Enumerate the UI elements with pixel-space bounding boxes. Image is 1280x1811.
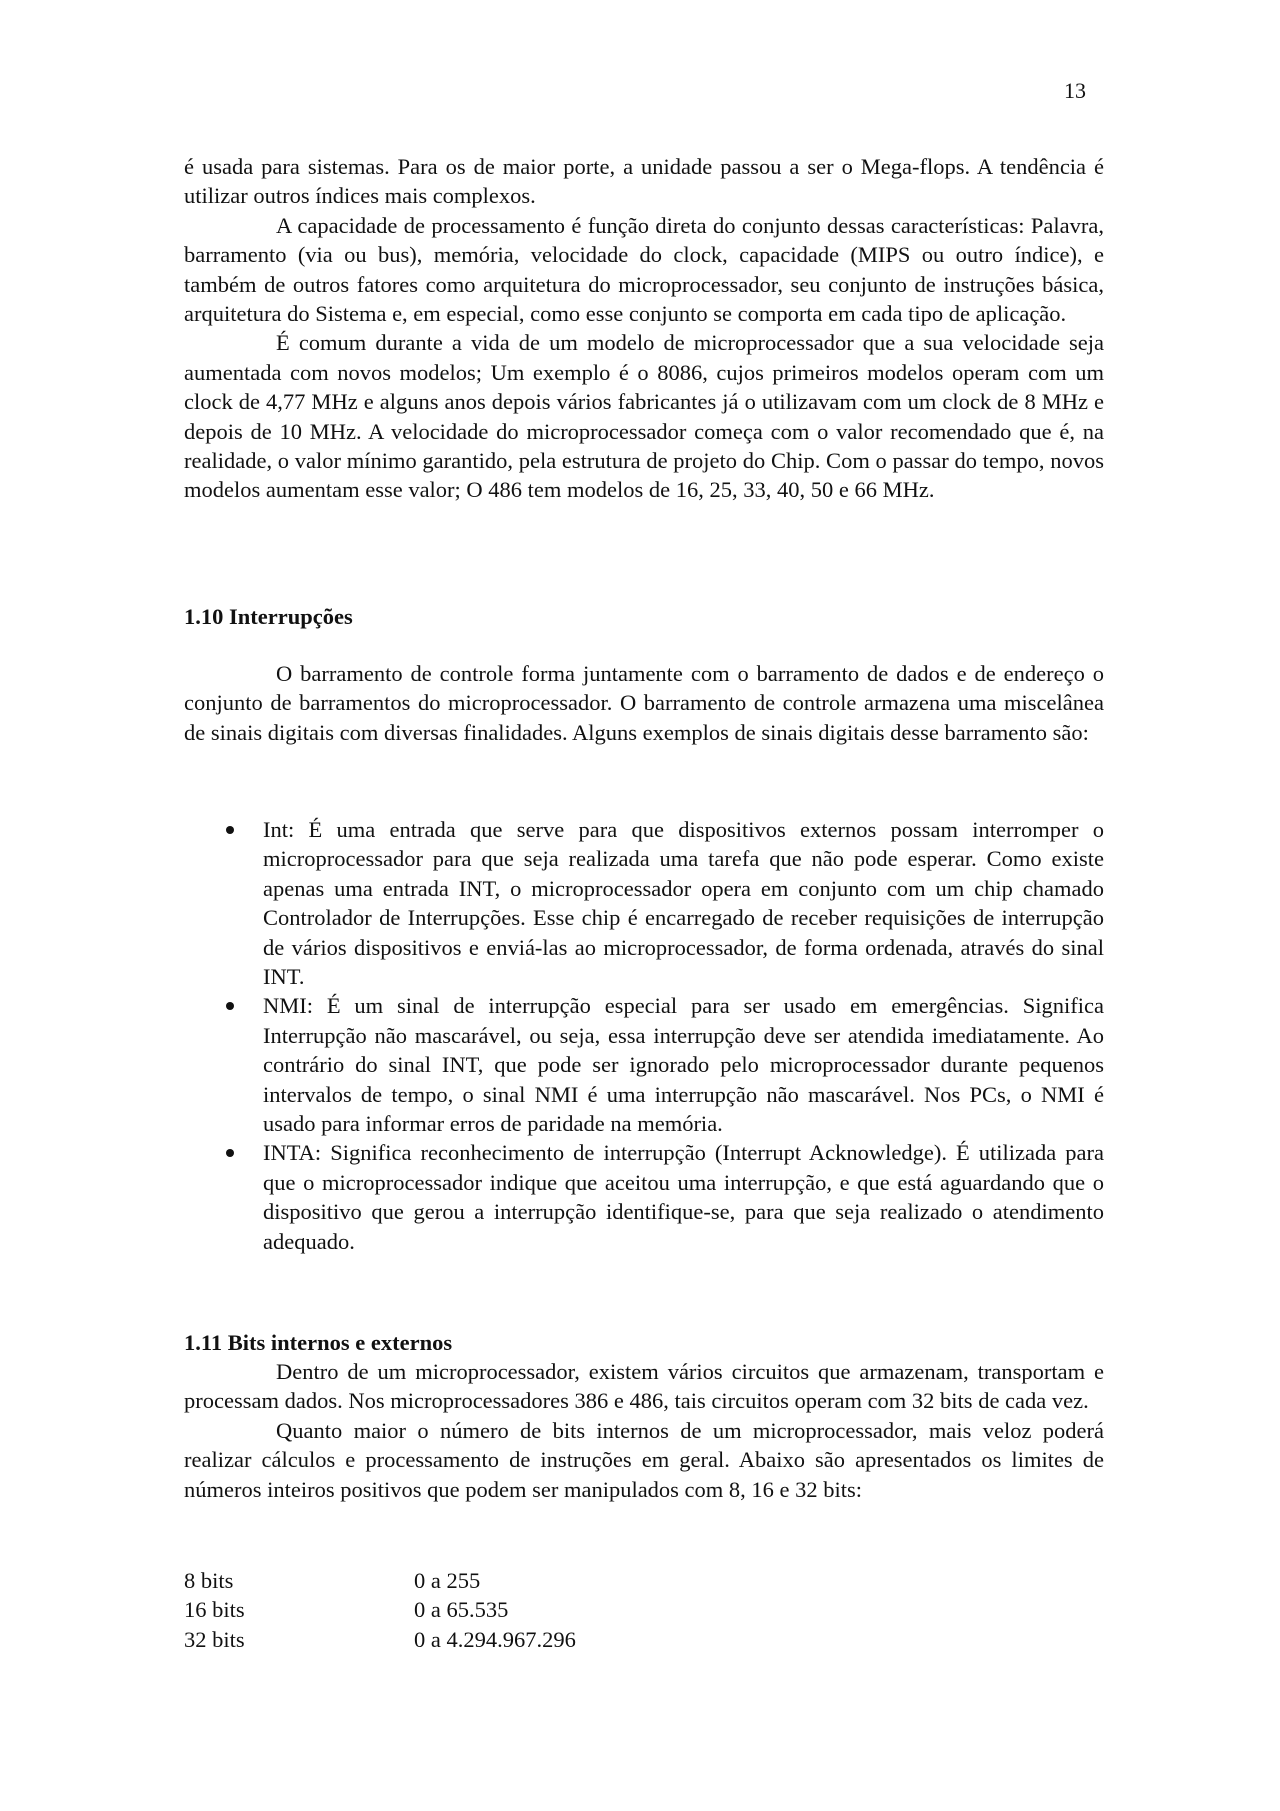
bullet-icon: [226, 826, 234, 834]
list-item-int: [184, 815, 1104, 991]
table-row: [184, 1595, 576, 1624]
list-item-nmi: [184, 991, 1104, 1138]
bits-text-block: [184, 1357, 1104, 1504]
bits-paragraph-circuits: Dentro de um microprocessador, existem vários circuitos que armazenam, transportam e processam dados. Nos microprocessadores 386 e 486, tais circuitos operam com 32 bits de cada vez.: [184, 1359, 1104, 1414]
page-number: 13: [1064, 78, 1086, 103]
section-heading-interrupts: 1.10 Interrupções: [184, 604, 353, 629]
list-item-text: NMI: É um sinal de interrupção especial para ser usado em emergências. Significa Interrupção não mascarável, ou seja, essa interrupção deve ser atendida imediatamente. Ao contrário do sinal INT, que pode ser ignorado pelo microprocessador durante pequenos intervalos de tempo, o sinal NMI é uma interrupção não mascarável. Nos PCs, o NMI é usado para informar erros de paridade na memória.: [263, 993, 1104, 1137]
list-item-inta: [184, 1138, 1104, 1256]
intro-paragraph-continuation: é usada para sistemas. Para os de maior porte, a unidade passou a ser o Mega-flops. A tendência é utilizar outros índices mais complexos.: [184, 154, 1104, 209]
range-cell: 0 a 4.294.967.296: [414, 1626, 576, 1652]
section-heading-internal-external-bits: 1.11 Bits internos e externos: [184, 1330, 453, 1355]
bits-paragraph-limits: Quanto maior o número de bits internos de um microprocessador, mais veloz poderá realizar cálculos e processamento de instruções em geral. Abaixo são apresentados os limites de números inteiros positivos que podem ser manipulados com 8, 16 e 32 bits:: [184, 1417, 1104, 1502]
range-cell: 0 a 255: [414, 1568, 481, 1593]
intro-paragraph-processing-capacity: A capacidade de processamento é função direta do conjunto dessas características: Palavra, barramento (via ou bus), memória, velocidade do clock, capacidade (MIPS ou outro índice), e também de outros fatores como arquitetura do microprocessador, seu conjunto de instruções básica, arquitetura do Sistema e, em especial, como esse conjunto se comporta em cada tipo de aplicação.: [184, 212, 1104, 327]
list-item-text: Int: É uma entrada que serve para que dispositivos externos possam interromper o microprocessador para que seja realizada uma tarefa que não pode esperar. Como existe apenas uma entrada INT, o microprocessador opera em conjunto com um chip chamado Controlador de Interrupções. Esse chip é encarregado de receber requisições de interrupção de vários dispositivos e enviá-las ao microprocessador, de forma ordenada, através do sinal INT.: [263, 817, 1104, 990]
intro-text-block: [184, 152, 1104, 505]
integer-limits-table: [184, 1566, 576, 1654]
list-item-text: INTA: Significa reconhecimento de interrupção (Interrupt Acknowledge). É utilizada para que o microprocessador indique que aceitou uma interrupção, e que está aguardando que o dispositivo que gerou a interrupção identifique-se, para que seja realizado o atendimento adequado.: [263, 1140, 1104, 1254]
bullet-icon: [226, 1002, 234, 1010]
interrupts-paragraph: O barramento de controle forma juntamente com o barramento de dados e de endereço o conjunto de barramentos do microprocessador. O barramento de controle armazena uma miscelânea de sinais digitais com diversas finalidades. Alguns exemplos de sinais digitais desse barramento são:: [184, 661, 1104, 745]
table-row: [184, 1625, 576, 1654]
range-cell: 0 a 65.535: [414, 1597, 509, 1623]
bits-cell: 16 bits: [184, 1597, 245, 1623]
bullet-icon: [226, 1149, 234, 1157]
bits-cell: 8 bits: [184, 1568, 234, 1593]
bits-cell: 32 bits: [184, 1626, 245, 1652]
interrupt-signal-list: [184, 815, 1104, 1256]
table-row: [184, 1566, 576, 1595]
intro-paragraph-clock-speed: É comum durante a vida de um modelo de microprocessador que a sua velocidade seja aumentada com novos modelos; Um exemplo é o 8086, cujos primeiros modelos operam com um clock de 4,77 MHz e alguns anos depois vários fabricantes já o utilizavam com um clock de 8 MHz e depois de 10 MHz. A velocidade do microprocessador começa com o valor recomendado que é, na realidade, o valor mínimo garantido, pela estrutura de projeto do Chip. Com o passar do tempo, novos modelos aumentam esse valor; O 486 tem modelos de 16, 25, 33, 40, 50 e 66 MHz.: [184, 330, 1104, 503]
